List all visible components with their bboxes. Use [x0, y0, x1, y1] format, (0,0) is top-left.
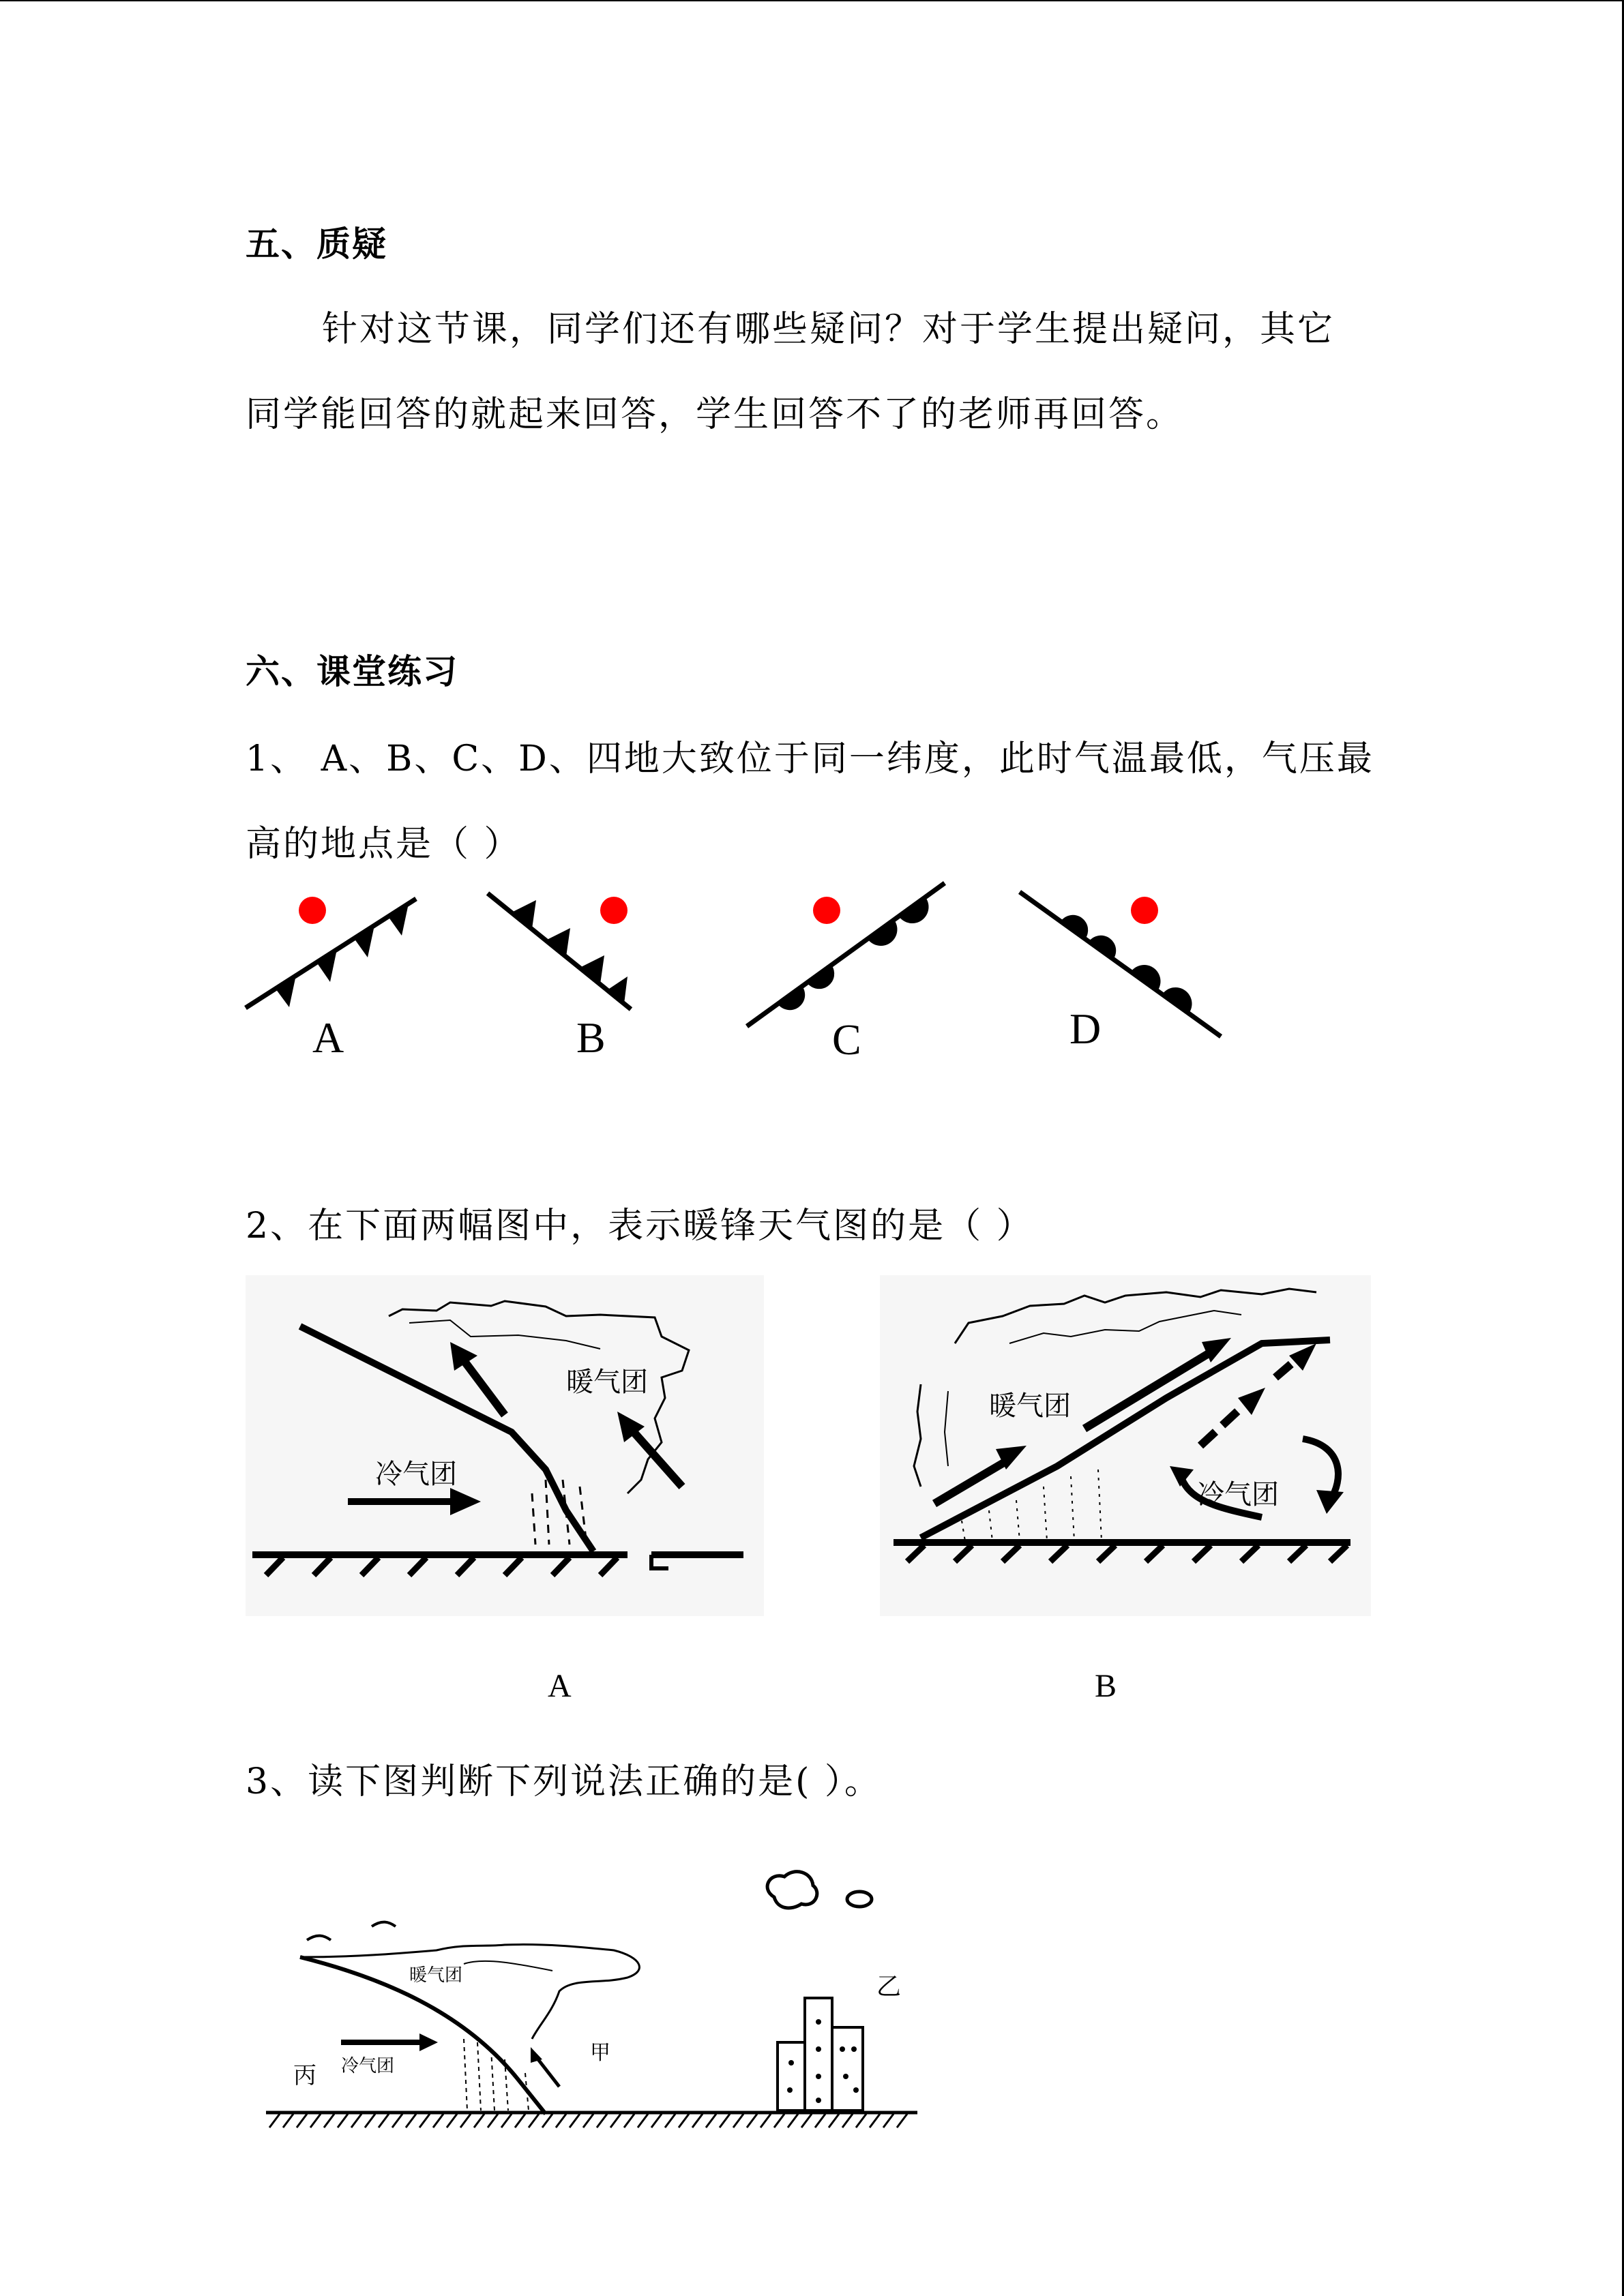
question-2-text: 2、在下面两幅图中，表示暖锋天气图的是（ ）: [246, 1206, 1034, 1247]
front-label-a: A: [312, 1013, 344, 1062]
q3-cold-label: 冷气团: [341, 2056, 395, 2076]
point-d: [1131, 897, 1158, 924]
q3-label-bing: 丙: [293, 2062, 316, 2089]
question-3-figure: [259, 1855, 928, 2162]
question-3-text: 3、读下图判断下列说法正确的是( ）。: [246, 1761, 882, 1802]
front-label-d: D: [1069, 1004, 1102, 1053]
figure-a-cold-label: 冷气团: [375, 1459, 457, 1490]
section-6-heading: 六、课堂练习: [246, 651, 458, 691]
q3-label-yi: 乙: [876, 1973, 902, 2001]
question-2-figure-a: [246, 1275, 764, 1616]
section-5-line-2: 同学能回答的就起来回答，学生回答不了的老师再回答。: [246, 394, 1184, 435]
figure-b-cold-label: 冷气团: [1197, 1479, 1279, 1510]
point-a: [299, 897, 326, 924]
figure-a-caption: A: [548, 1668, 572, 1704]
front-symbol-c: [747, 883, 945, 1026]
front-label-b: B: [576, 1013, 606, 1062]
front-symbol-d: [1020, 892, 1221, 1037]
question-1-line-1: 1、 A、B、C、D、四地大致位于同一纬度，此时气温最低，气压最: [246, 739, 1374, 779]
figure-b-warm-label: 暖气团: [989, 1390, 1071, 1422]
section-5-heading: 五、质疑: [246, 224, 387, 264]
point-c: [813, 897, 840, 924]
question-1-line-2: 高的地点是（ ）: [246, 824, 522, 865]
q3-label-jia: 甲: [590, 2041, 610, 2065]
front-symbol-a: [246, 897, 416, 1008]
question-2-figure-b: [880, 1275, 1371, 1616]
section-5-line-1: 针对这节课，同学们还有哪些疑问？对于学生提出疑问，其它: [322, 309, 1335, 350]
figure-a-warm-label: 暖气团: [566, 1367, 648, 1398]
figure-b-caption: B: [1095, 1668, 1117, 1704]
front-symbol-b: [488, 893, 631, 1009]
page-border-top: [0, 0, 1624, 1]
point-b: [600, 897, 628, 924]
q3-warm-label: 暖气团: [409, 1965, 463, 1986]
front-label-c: C: [832, 1015, 861, 1064]
